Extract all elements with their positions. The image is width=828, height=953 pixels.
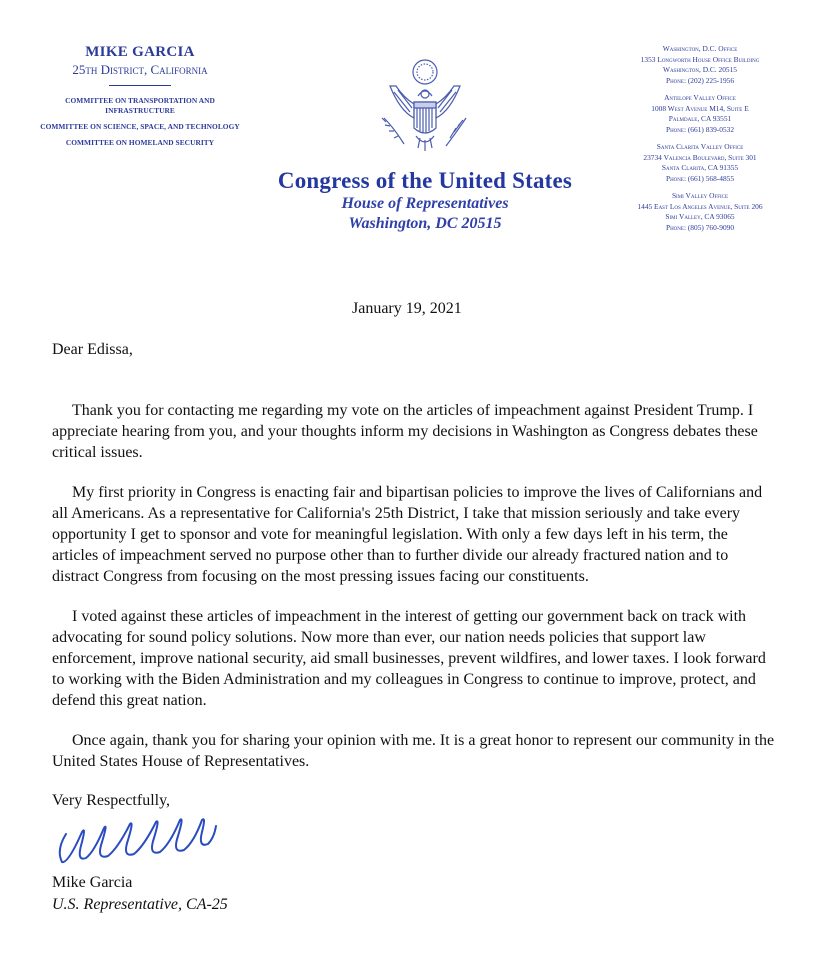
office-address1: 23734 Valencia Boulevard, Suite 301 — [643, 152, 757, 162]
member-district: 25th District, California — [72, 62, 208, 77]
signer-title: U.S. Representative, CA-25 — [52, 896, 228, 913]
office-name: Santa Clarita Valley Office — [656, 142, 744, 151]
letterhead-offices-block — [600, 44, 800, 240]
office-phone: Phone: (661) 568-4855 — [665, 173, 735, 183]
office-name: Antelope Valley Office — [664, 93, 736, 102]
office-antelope-valley — [600, 93, 800, 135]
member-name: MIKE GARCIA — [85, 44, 195, 60]
signature-icon — [52, 812, 222, 867]
office-simi-valley — [600, 191, 800, 233]
office-address2: Santa Clarita, CA 91355 — [661, 163, 739, 172]
house-city: Washington, DC 20515 — [348, 215, 502, 232]
committee-item: COMMITTEE ON TRANSPORTATION AND INFRASTRUCTURE — [65, 96, 215, 115]
paragraph: Once again, thank you for sharing your opinion with me. It is a great honor to represent our community in the United States House of Representatives. — [52, 732, 775, 770]
office-address1: 1445 East Los Angeles Avenue, Suite 206 — [637, 201, 763, 211]
office-phone: Phone: (661) 839-0532 — [665, 124, 735, 134]
office-santa-clarita — [600, 142, 800, 184]
office-address1: 1353 Longworth House Office Building — [640, 54, 760, 64]
house-subtitle: House of Representatives — [341, 195, 509, 212]
office-phone: Phone: (805) 760-9090 — [665, 222, 735, 232]
salutation: Dear Edissa, — [52, 341, 133, 358]
office-name: Washington, D.C. Office — [662, 44, 738, 53]
committee-item: COMMITTEE ON SCIENCE, SPACE, AND TECHNOLOGY — [40, 122, 240, 131]
signer-name: Mike Garcia — [52, 874, 133, 891]
divider — [109, 85, 171, 86]
letter-date: January 19, 2021 — [352, 300, 462, 317]
office-phone: Phone: (202) 225-1956 — [665, 75, 735, 85]
congress-title: Congress of the United States — [277, 168, 573, 193]
office-washington — [600, 44, 800, 86]
office-address2: Washington, D.C. 20515 — [662, 65, 738, 74]
paragraph: I voted against these articles of impeachment in the interest of getting our government back on track with advocating for sound policy solutions. Now more than ever, our nation needs policies that support law enforcement, improve national security, aid small businesses, prevent wildfires, and lower taxes. I look forward to working with the Biden Administration and my colleagues in Congress to continue to improve, protect, and defend this great nation. — [52, 608, 766, 709]
letterhead-member-block — [40, 44, 240, 154]
office-name: Simi Valley Office — [671, 191, 729, 200]
letterhead-congress-block — [262, 56, 588, 234]
closing: Very Respectfully, — [52, 792, 171, 809]
paragraph: My first priority in Congress is enacting fair and bipartisan policies to improve the lives of Californians and all Americans. As a representative for California's 25th District, I take that mission seriously and take every opportunity I get to sponsor and vote for meaningful legislation. With only a few days left in his term, the articles of impeachment served no purpose other than to further divide our already fractured nation and to distract Congress from focusing on the most pressing issues facing our constituents. — [52, 484, 763, 585]
office-address2: Simi Valley, CA 93065 — [665, 212, 735, 221]
great-seal-icon — [370, 56, 480, 166]
paragraph: Thank you for contacting me regarding my vote on the articles of impeachment against President Trump. I appreciate hearing from you, and your thoughts inform my decisions in Washington as Congress debates these critical issues. — [52, 402, 758, 461]
committee-item: COMMITTEE ON HOMELAND SECURITY — [65, 138, 215, 147]
office-address2: Palmdale, CA 93551 — [668, 114, 732, 123]
letter-body — [52, 400, 776, 791]
office-address1: 1008 West Avenue M14, Suite E — [651, 103, 749, 113]
